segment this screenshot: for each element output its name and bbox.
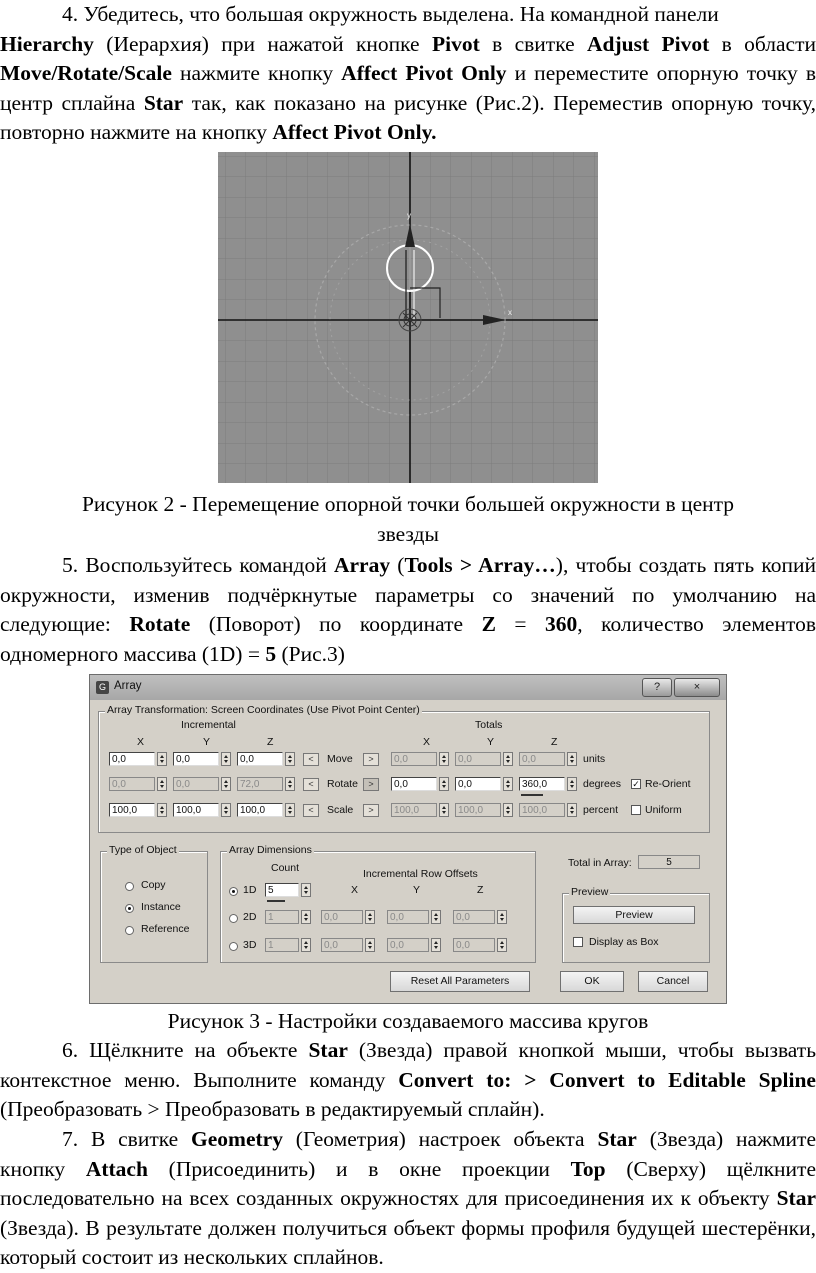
units-label: units — [583, 752, 606, 765]
step7-text: (Геометрия) настроек объекта — [282, 1126, 598, 1151]
step5-text: (Поворот) по координате — [190, 612, 482, 637]
max-app-icon: G — [96, 681, 109, 694]
col-x-header: X — [423, 735, 431, 748]
dialog-title: Array — [114, 679, 142, 692]
dialog-titlebar — [90, 675, 726, 700]
term-adjust-pivot: Adjust Pivot — [587, 31, 710, 56]
array-dialog — [89, 674, 727, 1004]
instance-label: Instance — [141, 900, 181, 913]
col-x-header: X — [351, 883, 359, 896]
close-button[interactable]: × — [674, 678, 720, 697]
value-360: 360 — [545, 612, 578, 637]
preview-group — [562, 885, 710, 963]
spinner[interactable] — [503, 803, 513, 817]
display-as-box-checkbox[interactable] — [573, 937, 583, 947]
term-z: Z — [481, 612, 496, 637]
move-tot-z[interactable]: 0,0 — [519, 752, 565, 766]
dim-2d-label: 2D — [243, 910, 257, 923]
count-header: Count — [271, 861, 300, 874]
term-star: Star — [143, 90, 184, 115]
offset-2d-x[interactable]: 0,0 — [321, 910, 363, 924]
dim-3d-radio[interactable] — [229, 942, 238, 951]
term-affect-pivot-only: Affect Pivot Only. — [272, 120, 437, 145]
instance-radio[interactable] — [125, 904, 134, 913]
preview-button[interactable]: Preview — [573, 906, 695, 924]
offset-3d-x[interactable]: 0,0 — [321, 938, 363, 952]
move-inc-y[interactable]: 0,0 — [173, 752, 219, 766]
viewport-figure — [218, 152, 598, 483]
step-4-paragraph — [0, 0, 816, 148]
spinner[interactable] — [221, 803, 231, 817]
step6-text: (Преобразовать > Преобразовать в редактируемый сплайн). — [0, 1097, 545, 1122]
move-label: Move — [327, 752, 353, 765]
ok-button[interactable]: OK — [560, 971, 624, 992]
term-rotate: Rotate — [129, 612, 191, 637]
value-5: 5 — [265, 641, 277, 666]
type-of-object-group — [100, 843, 208, 963]
step4-text: и переместите опорную точку в центр сплайна — [0, 61, 816, 115]
term-geometry: Geometry — [191, 1126, 283, 1151]
spinner[interactable] — [365, 910, 375, 924]
term-attach: Attach — [85, 1156, 148, 1181]
step5-text: ), чтобы создать пять копий окружности, изменив подчёркнутые параметры со значений по умолчанию на следующие: — [0, 553, 816, 637]
term-convert-to-editable-spline: Convert to: > Convert to Editable Spline — [398, 1067, 816, 1092]
count-2d-field[interactable]: 1 — [265, 910, 299, 924]
help-button[interactable]: ? — [642, 678, 672, 697]
total-in-array-label: Total in Array: — [568, 856, 632, 869]
spinner[interactable] — [503, 777, 513, 791]
axis-y-label: y — [407, 210, 411, 220]
reset-all-parameters-button[interactable]: Reset All Parameters — [390, 971, 530, 992]
step5-text: = — [495, 612, 545, 637]
term-star: Star — [776, 1186, 816, 1211]
rotate-inc-y[interactable]: 0,0 — [173, 777, 219, 791]
scale-inc-y[interactable]: 100,0 — [173, 803, 219, 817]
array-transformation-group — [98, 703, 710, 833]
uniform-label: Uniform — [645, 803, 682, 816]
spinner[interactable] — [497, 938, 507, 952]
count-1d-field[interactable]: 5 — [265, 883, 299, 897]
spinner[interactable] — [301, 883, 311, 897]
term-affect-pivot-only: Affect Pivot Only — [341, 61, 507, 86]
group-label: Preview — [571, 885, 609, 898]
scale-tot-x[interactable]: 100,0 — [391, 803, 437, 817]
spinner[interactable] — [301, 938, 311, 952]
move-left-arrow[interactable]: < — [303, 753, 319, 766]
copy-radio[interactable] — [125, 882, 134, 891]
step7-text: (Звезда) нажмите кнопку — [0, 1126, 816, 1181]
degrees-label: degrees — [583, 777, 621, 790]
step6-text: (Звезда) правой кнопкой мыши, чтобы вызвать контекстное меню. Выполните команду — [0, 1038, 816, 1092]
group-label: Array Transformation: Screen Coordinates (Use Pivot Point Center) — [107, 703, 420, 716]
step5-text: (Рис.3) — [276, 641, 345, 666]
count-3d-field[interactable]: 1 — [265, 938, 299, 952]
dim-1d-label: 1D — [243, 883, 257, 896]
scale-left-arrow[interactable]: < — [303, 804, 319, 817]
spinner[interactable] — [439, 752, 449, 766]
term-tools-array: Tools > Array… — [404, 553, 556, 578]
offset-3d-y[interactable]: 0,0 — [387, 938, 429, 952]
step4-text: в свитке — [479, 31, 588, 56]
step5-text: ( — [390, 553, 405, 578]
dim-2d-radio[interactable] — [229, 914, 238, 923]
move-tot-x[interactable]: 0,0 — [391, 752, 437, 766]
step5-text: , количество элементов одномерного массива (1D) = — [0, 612, 816, 666]
cancel-button[interactable]: Cancel — [638, 971, 708, 992]
scale-tot-z[interactable]: 100,0 — [519, 803, 565, 817]
rotate-tot-z[interactable]: 360,0 — [519, 777, 565, 791]
totals-header: Totals — [475, 718, 503, 731]
display-as-box-label: Display as Box — [589, 935, 659, 948]
array-dimensions-group — [220, 843, 536, 963]
caption-line: звезды — [377, 521, 439, 546]
step4-text: в области — [709, 31, 816, 56]
move-tot-y[interactable]: 0,0 — [455, 752, 501, 766]
scale-inc-z[interactable]: 100,0 — [237, 803, 283, 817]
group-label: Type of Object — [109, 843, 177, 856]
spinner[interactable] — [157, 752, 167, 766]
viewport-drawing — [218, 152, 598, 483]
spinner[interactable] — [567, 777, 577, 791]
offset-2d-y[interactable]: 0,0 — [387, 910, 429, 924]
underline-mark — [521, 794, 543, 796]
underline-mark — [267, 900, 285, 902]
col-y-header: Y — [413, 883, 421, 896]
step7-text: (Присоединить) и в окне проекции — [147, 1156, 571, 1181]
rotate-right-arrow[interactable]: > — [363, 778, 379, 791]
spinner[interactable] — [431, 910, 441, 924]
step-7-paragraph — [0, 1125, 816, 1273]
copy-label: Copy — [141, 878, 166, 891]
step7-text: 7. В свитке — [62, 1126, 192, 1151]
dim-3d-label: 3D — [243, 938, 257, 951]
spinner[interactable] — [497, 910, 507, 924]
spinner[interactable] — [567, 752, 577, 766]
scale-label: Scale — [327, 803, 354, 816]
percent-label: percent — [583, 803, 619, 816]
col-z-header: Z — [267, 735, 274, 748]
term-star: Star — [308, 1038, 348, 1063]
spinner[interactable] — [285, 752, 295, 766]
spinner[interactable] — [157, 777, 167, 791]
spinner[interactable] — [365, 938, 375, 952]
reorient-checkbox[interactable]: ✓ — [632, 778, 640, 789]
reorient-label: Re-Orient — [645, 777, 691, 790]
spinner[interactable] — [221, 752, 231, 766]
uniform-checkbox[interactable] — [631, 805, 641, 815]
rotate-tot-x[interactable]: 0,0 — [391, 777, 437, 791]
caption-line: Рисунок 2 - Перемещение опорной точки большей окружности в центр — [81, 491, 735, 516]
step4-text: (Иерархия) при нажатой кнопке — [93, 31, 432, 56]
reference-radio[interactable] — [125, 926, 134, 935]
term-top: Top — [570, 1156, 606, 1181]
step-5-paragraph — [0, 551, 816, 669]
figure-2-caption — [0, 490, 816, 549]
step4-text: 4. Убедитесь, что большая окружность выделена. На командной панели — [62, 2, 719, 26]
col-z-header: Z — [551, 735, 558, 748]
spinner[interactable] — [567, 803, 577, 817]
move-right-arrow[interactable]: > — [363, 753, 379, 766]
move-inc-x[interactable]: 0,0 — [109, 752, 155, 766]
scale-tot-y[interactable]: 100,0 — [455, 803, 501, 817]
group-label: Array Dimensions — [229, 843, 312, 856]
row-offsets-header: Incremental Row Offsets — [363, 867, 478, 880]
offset-2d-z[interactable]: 0,0 — [453, 910, 495, 924]
offset-3d-z[interactable]: 0,0 — [453, 938, 495, 952]
spinner[interactable] — [285, 777, 295, 791]
term-star: Star — [597, 1126, 637, 1151]
spinner[interactable] — [221, 777, 231, 791]
term-array: Array — [333, 553, 391, 578]
incremental-header: Incremental — [181, 718, 236, 731]
reference-label: Reference — [141, 922, 190, 935]
scale-inc-x[interactable]: 100,0 — [109, 803, 155, 817]
figure-3-caption: Рисунок 3 - Настройки создаваемого массива кругов — [167, 1008, 649, 1033]
spinner[interactable] — [285, 803, 295, 817]
term-pivot: Pivot — [431, 31, 480, 56]
term-hierarchy: Hierarchy — [0, 31, 94, 56]
total-in-array-value: 5 — [638, 855, 700, 869]
rotate-inc-z[interactable]: 72,0 — [237, 777, 283, 791]
rotate-label: Rotate — [327, 777, 358, 790]
rotate-inc-x[interactable]: 0,0 — [109, 777, 155, 791]
scale-right-arrow[interactable]: > — [363, 804, 379, 817]
step4-text: нажмите кнопку — [171, 61, 342, 86]
dim-1d-radio[interactable] — [229, 887, 238, 896]
spinner[interactable] — [157, 803, 167, 817]
col-y-header: Y — [487, 735, 495, 748]
col-z-header: Z — [477, 883, 484, 896]
spinner[interactable] — [439, 803, 449, 817]
step7-text: (Сверху) щёлкните последовательно на всех созданных окружностях для присоединения их к объекту — [0, 1156, 816, 1211]
spinner[interactable] — [301, 910, 311, 924]
step4-text: так, как показано на рисунке (Рис.2). Переместив опорную точку, повторно нажмите на кнопку — [0, 90, 816, 145]
col-x-header: X — [137, 735, 145, 748]
col-y-header: Y — [203, 735, 211, 748]
spinner[interactable] — [439, 777, 449, 791]
step-6-paragraph — [0, 1036, 816, 1125]
spinner[interactable] — [431, 938, 441, 952]
step5-text: 5. Воспользуйтесь командой — [62, 553, 334, 578]
term-move-rotate-scale: Move/Rotate/Scale — [0, 61, 172, 86]
rotate-tot-y[interactable]: 0,0 — [455, 777, 501, 791]
axis-x-label: x — [508, 307, 512, 317]
move-inc-z[interactable]: 0,0 — [237, 752, 283, 766]
rotate-left-arrow[interactable]: < — [303, 778, 319, 791]
spinner[interactable] — [503, 752, 513, 766]
step7-text: (Звезда). В результате должен получиться объект формы профиля будущей шестерёнки, который состоит из нескольких сплайнов. — [0, 1215, 816, 1270]
step6-text: 6. Щёлкните на объекте — [62, 1038, 309, 1063]
